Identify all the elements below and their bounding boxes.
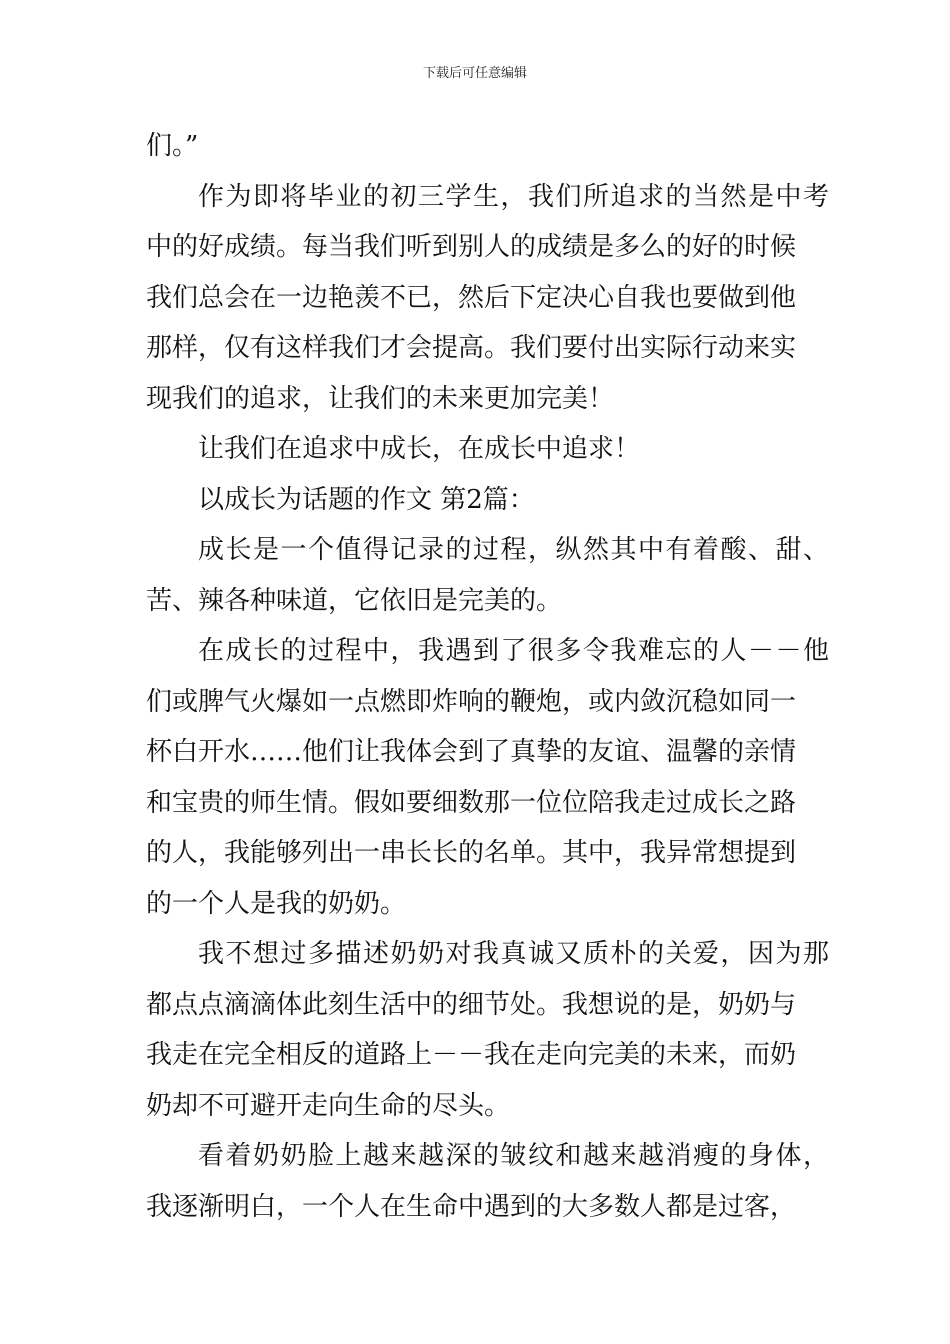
paragraph-first-line: 看着奶奶脸上越来越深的皱纹和越来越消瘦的身体， — [198, 1141, 831, 1171]
text-line: 的一个人是我的奶奶。 — [146, 888, 407, 919]
paragraph-first-line: 作为即将毕业的初三学生，我们所追求的当然是中考 — [198, 181, 831, 212]
text-line: 苦、辣各种味道，它依旧是完美的。 — [146, 585, 563, 616]
text-line: 我们总会在一边艳羡不已，然后下定决心自我也要做到他 — [146, 282, 797, 313]
document-body — [146, 121, 831, 1232]
paragraph-first-line: 让我们在追求中成长，在成长中追求！ — [198, 434, 641, 464]
text-line: 奶却不可避开走向生命的尽头。 — [146, 1090, 511, 1121]
paragraph-first-line: 成长是一个值得记录的过程，纵然其中有着酸、甜、 — [198, 535, 831, 565]
text-line: 杯白开水……他们让我体会到了真挚的友谊、温馨的亲情 — [146, 737, 797, 767]
text-line: 我走在完全相反的道路上－－我在走向完美的未来，而奶 — [146, 1040, 797, 1070]
section-heading: 以成长为话题的作文 第2篇： — [198, 484, 535, 515]
page-header: 下载后可任意编辑 — [422, 66, 527, 81]
text-line: 我逐渐明白，一个人在生命中遇到的大多数人都是过客， — [146, 1191, 797, 1222]
text-line: 都点点滴滴体此刻生活中的细节处。我想说的是，奶奶与 — [146, 989, 797, 1020]
text-line: 的人，我能够列出一串长长的名单。其中，我异常想提到 — [146, 838, 797, 868]
text-line: 现我们的追求，让我们的未来更加完美！ — [146, 383, 615, 414]
text-line: 那样，仅有这样我们才会提高。我们要付出实际行动来实 — [146, 333, 797, 363]
text-line: 们或脾气火爆如一点燃即炸响的鞭炮，或内敛沉稳如同一 — [146, 686, 797, 717]
paragraph-first-line: 我不想过多描述奶奶对我真诚又质朴的关爱，因为那 — [198, 939, 831, 969]
text-line: 们。” — [146, 131, 199, 161]
text-line: 和宝贵的师生情。假如要细数那一位位陪我走过成长之路 — [146, 787, 797, 818]
paragraph-first-line: 在成长的过程中，我遇到了很多令我难忘的人－－他 — [198, 636, 831, 666]
text-line: 中的好成绩。每当我们听到别人的成绩是多么的好的时候 — [146, 232, 797, 262]
